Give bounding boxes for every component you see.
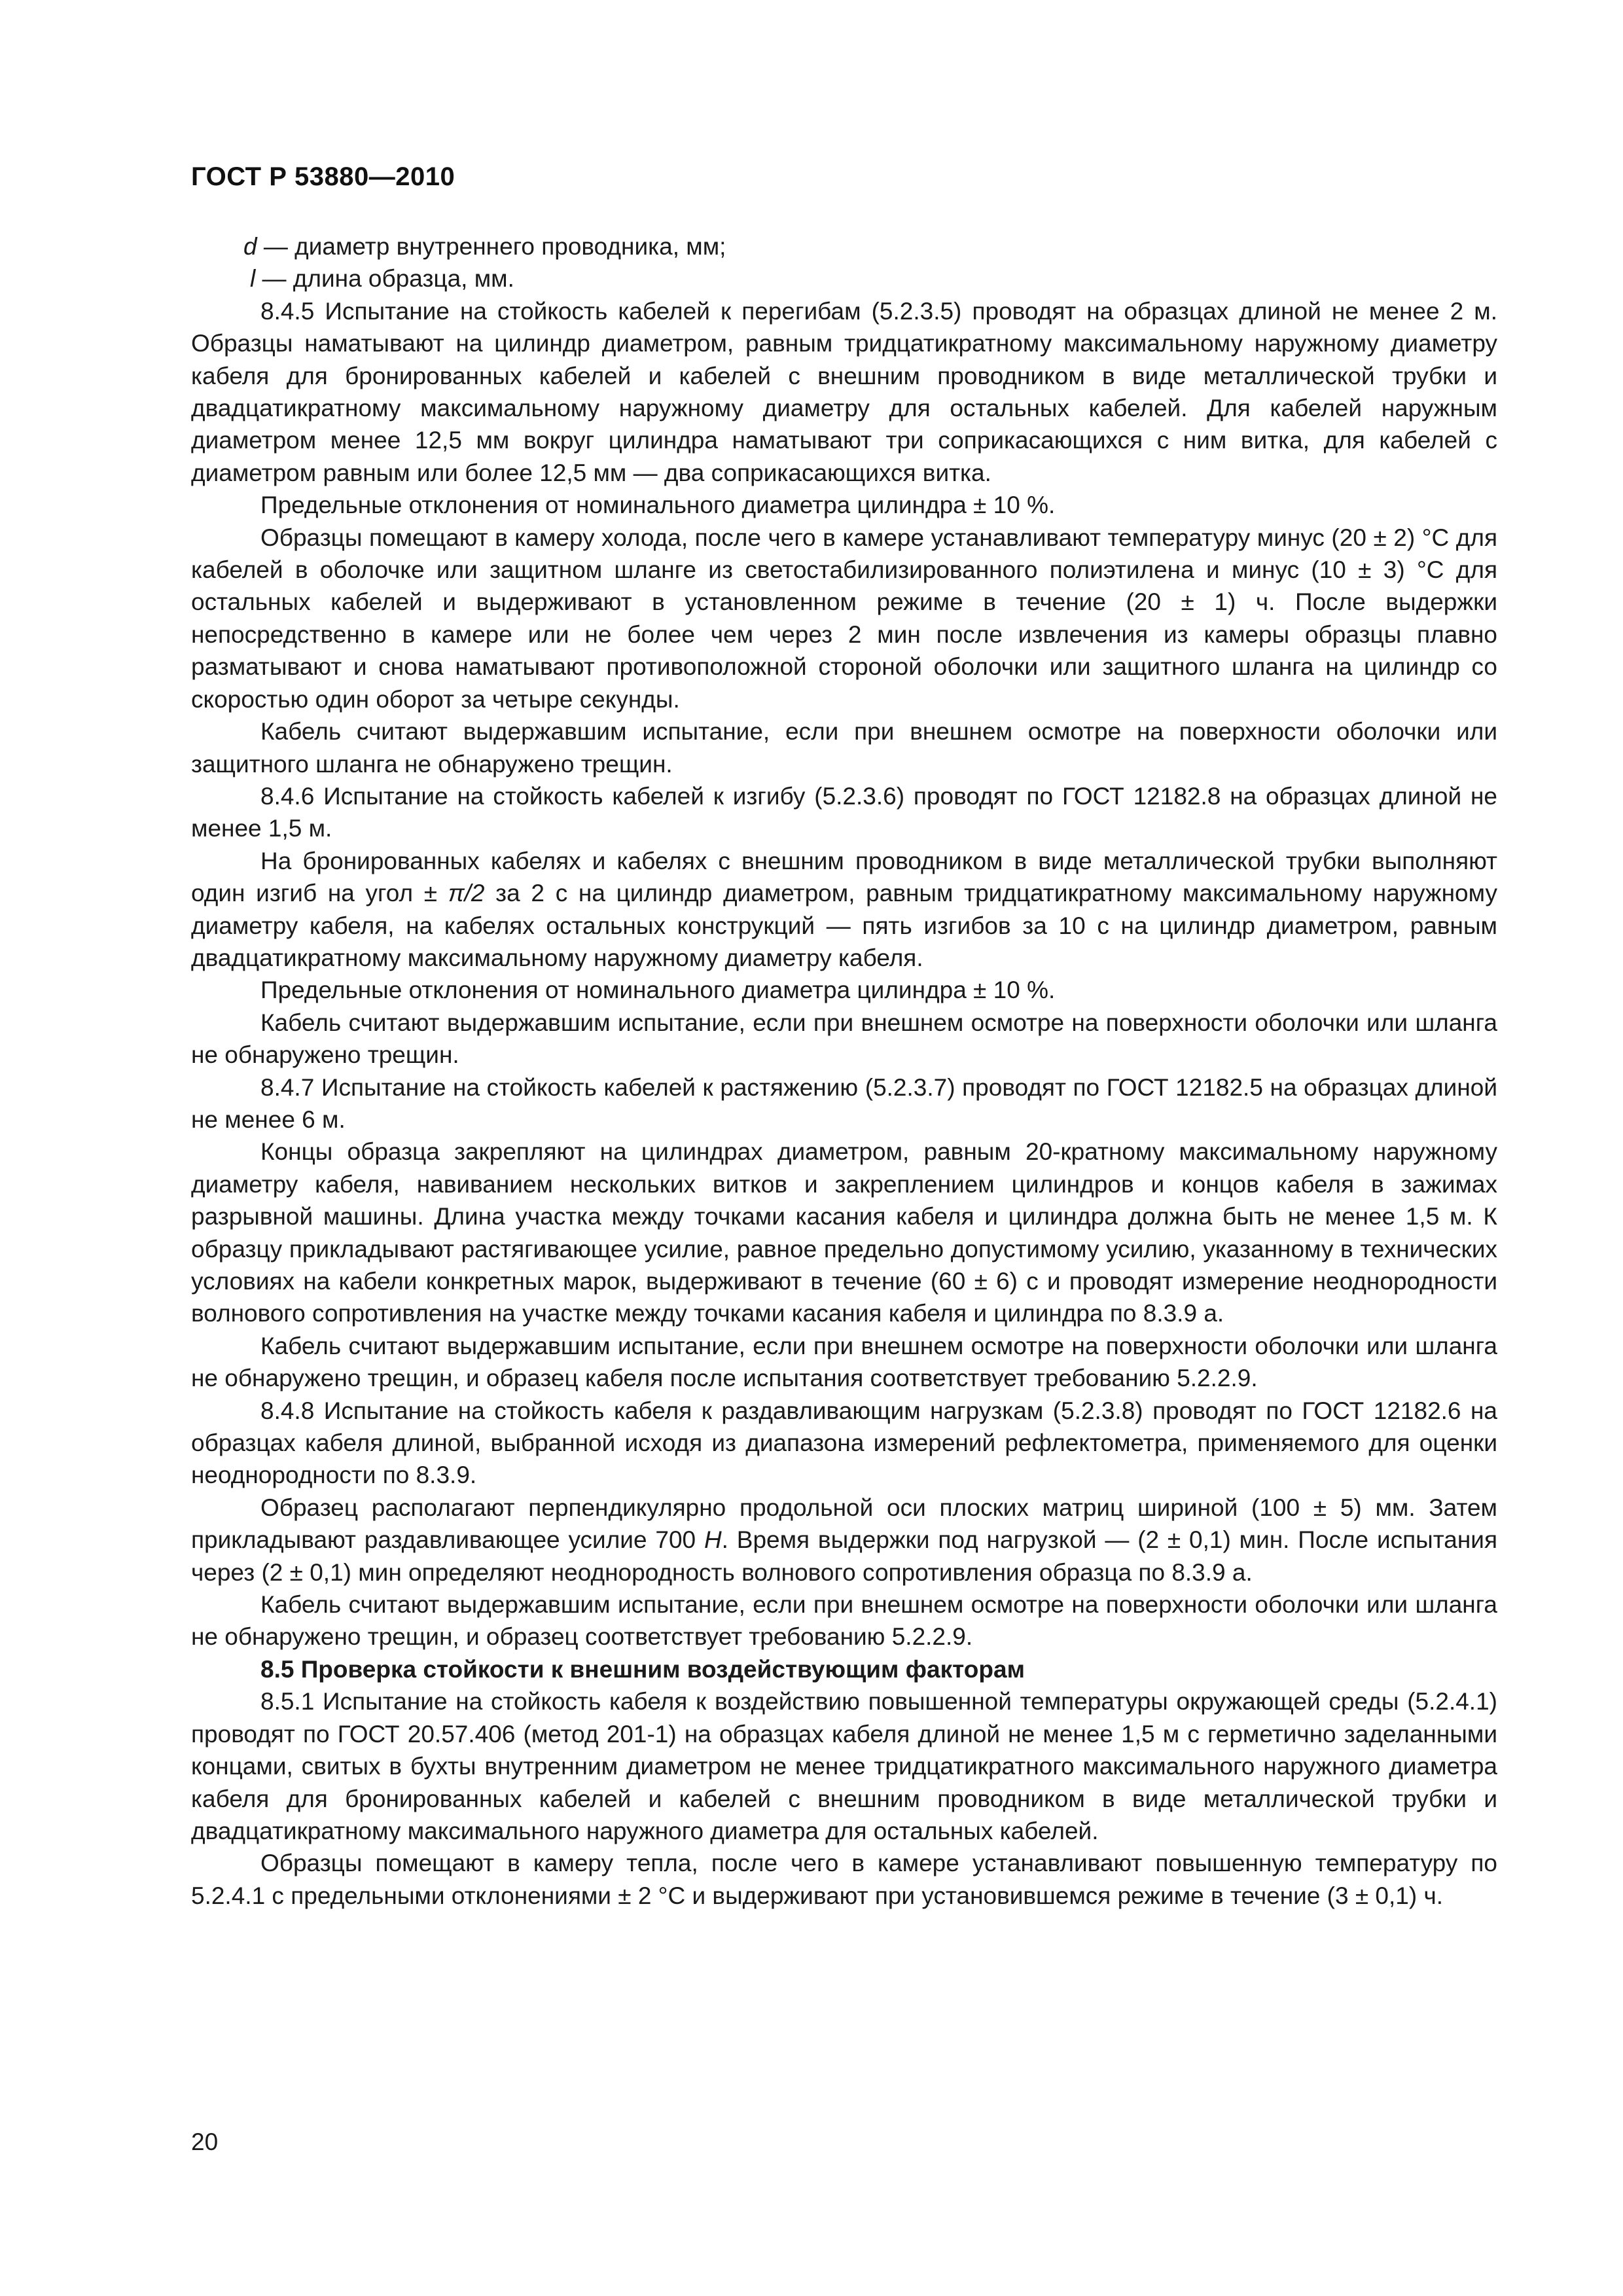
variable-symbol-l: l <box>250 265 256 293</box>
text-run: . Время выдержки под нагрузкой — (2 ± 0,1) мин. После испытания через (2 ± 0,1) мин определяют неоднородность волнового сопротивления образца по 8.3.9 а. <box>191 1526 1497 1586</box>
section-heading-8-5: 8.5 Проверка стойкости к внешним воздействующим факторам <box>260 1655 1025 1683</box>
text-run: за 2 с на цилиндр диаметром, равным тридцатикратному максимальному наружному диаметру кабеля, на кабелях остальных конструкций — пять изгибов за 10 с на цилиндр диаметром, равным двадцатикратному максимальному наружному диаметру кабеля. <box>191 880 1497 971</box>
paragraph-8-4-7-pass: Кабель считают выдержавшим испытание, если при внешнем осмотре на поверхности оболочки или шланга не обнаружено трещин, и образец кабеля после испытания соответствует требованию 5.2.2.9. <box>191 1332 1497 1392</box>
variable-description-l: — длина образца, мм. <box>255 265 514 293</box>
variable-definition-l <box>191 262 1497 295</box>
variable-description-d: — диаметр внутреннего проводника, мм; <box>257 233 726 260</box>
variable-symbol-d: d <box>243 233 257 260</box>
paragraph-8-4-6-armored <box>191 845 1497 975</box>
paragraph-8-5-1-heat: Образцы помещают в камеру тепла, после чего в камере устанавливают повышенную температуру по 5.2.4.1 с предельными отклонениями ± 2 °С и выдерживают при установившемся режиме в течение (3 ± 0,1) ч. <box>191 1850 1497 1909</box>
paragraph-8-4-7: 8.4.7 Испытание на стойкость кабелей к растяжению (5.2.3.7) проводят по ГОСТ 12182.5 на образцах длиной не менее 6 м. <box>191 1073 1497 1133</box>
pi-fraction: π/2 <box>448 880 485 907</box>
paragraph-8-4-5-tolerance: Предельные отклонения от номинального диаметра цилиндра ± 10 %. <box>260 492 1056 519</box>
paragraph-8-5-1: 8.5.1 Испытание на стойкость кабеля к воздействию повышенной температуры окружающей среды (5.2.4.1) проводят по ГОСТ 20.57.406 (метод 201-1) на образцах кабеля длиной не менее 1,5 м с герметично заделанными концами, свитых в бухты внутренним диаметром не менее тридцатикратного максимального наружного диаметра кабеля для бронированных кабелей и кабелей с внешним проводником в виде металлической трубки и двадцатикратному максимального наружного диаметра для остальных кабелей. <box>191 1688 1497 1844</box>
paragraph-8-4-6-pass: Кабель считают выдержавшим испытание, если при внешнем осмотре на поверхности оболочки или шланга не обнаружено трещин. <box>191 1009 1497 1069</box>
paragraph-8-4-8-pass: Кабель считают выдержавшим испытание, если при внешнем осмотре на поверхности оболочки или шланга не обнаружено трещин, и образец соответствует требованию 5.2.2.9. <box>191 1591 1497 1651</box>
document-body <box>191 230 1497 1912</box>
paragraph-8-4-6: 8.4.6 Испытание на стойкость кабелей к изгибу (5.2.3.6) проводят по ГОСТ 12182.8 на образцах длиной не менее 1,5 м. <box>191 782 1497 842</box>
newton-unit: Н <box>704 1526 722 1554</box>
variable-definition-d <box>191 230 1497 262</box>
paragraph-8-4-5: 8.4.5 Испытание на стойкость кабелей к перегибам (5.2.3.5) проводят на образцах длиной не менее 2 м. Образцы наматывают на цилиндр диаметром, равным тридцатикратному максимальному наружному диаметру кабеля для бронированных кабелей и кабелей с внешним проводником в виде металлической трубки и двадцатикратному максимальному наружному диаметру для остальных кабелей. Для кабелей наружным диаметром менее 12,5 мм вокруг цилиндра наматывают три соприкасающихся с ним витка, для кабелей с диаметром равным или более 12,5 мм — два соприкасающихся витка. <box>191 297 1497 486</box>
page-number: 20 <box>191 2128 219 2155</box>
paragraph-8-4-7-ends: Концы образца закрепляют на цилиндрах диаметром, равным 20-кратному максимальному наружному диаметру кабеля, навиванием нескольких витков и закреплением цилиндров и концов кабеля в зажимах разрывной машины. Длина участка между точками касания кабеля и цилиндра должна быть не менее 1,5 м. К образцу прикладывают растягивающее усилие, равное предельно допустимому усилию, указанному в технических условиях на кабели конкретных марок, выдерживают в течение (60 ± 6) с и проводят измерение неоднородности волнового сопротивления на участке между точками касания кабеля и цилиндра по 8.3.9 а. <box>191 1138 1497 1327</box>
paragraph-8-4-8: 8.4.8 Испытание на стойкость кабеля к раздавливающим нагрузкам (5.2.3.8) проводят по ГОСТ 12182.6 на образцах кабеля длиной, выбранной исходя из диапазона измерений рефлектометра, применяемого для оценки неоднородности по 8.3.9. <box>191 1397 1497 1489</box>
paragraph-8-4-5-pass: Кабель считают выдержавшим испытание, если при внешнем осмотре на поверхности оболочки или защитного шланга не обнаружено трещин. <box>191 718 1497 778</box>
paragraph-8-4-5-cold: Образцы помещают в камеру холода, после чего в камере устанавливают температуру минус (20 ± 2) °С для кабелей в оболочке или защитном шланге из светостабилизированного полиэтилена и минус (10 ± 3) °С для остальных кабелей и выдерживают в установленном режиме в течение (20 ± 1) ч. После выдержки непосредственно в камере или не более чем через 2 мин после извлечения из камеры образцы плавно разматывают и снова наматывают противоположной стороной оболочки или защитного шланга на цилиндр со скоростью один оборот за четыре секунды. <box>191 524 1497 713</box>
paragraph-8-4-8-placement <box>191 1492 1497 1588</box>
text-run: Образец располагают перпендикулярно продольной оси плоских матриц шириной (100 ± 5) мм. Затем прикладывают раздавливающее усилие 700 <box>191 1494 1497 1554</box>
document-header: ГОСТ Р 53880—2010 <box>191 162 455 191</box>
text-run: На бронированных кабелях и кабелях с внешним проводником в виде металлической трубки выполняют один изгиб на угол ± <box>191 847 1497 907</box>
paragraph-8-4-6-tolerance: Предельные отклонения от номинального диаметра цилиндра ± 10 %. <box>260 977 1056 1004</box>
